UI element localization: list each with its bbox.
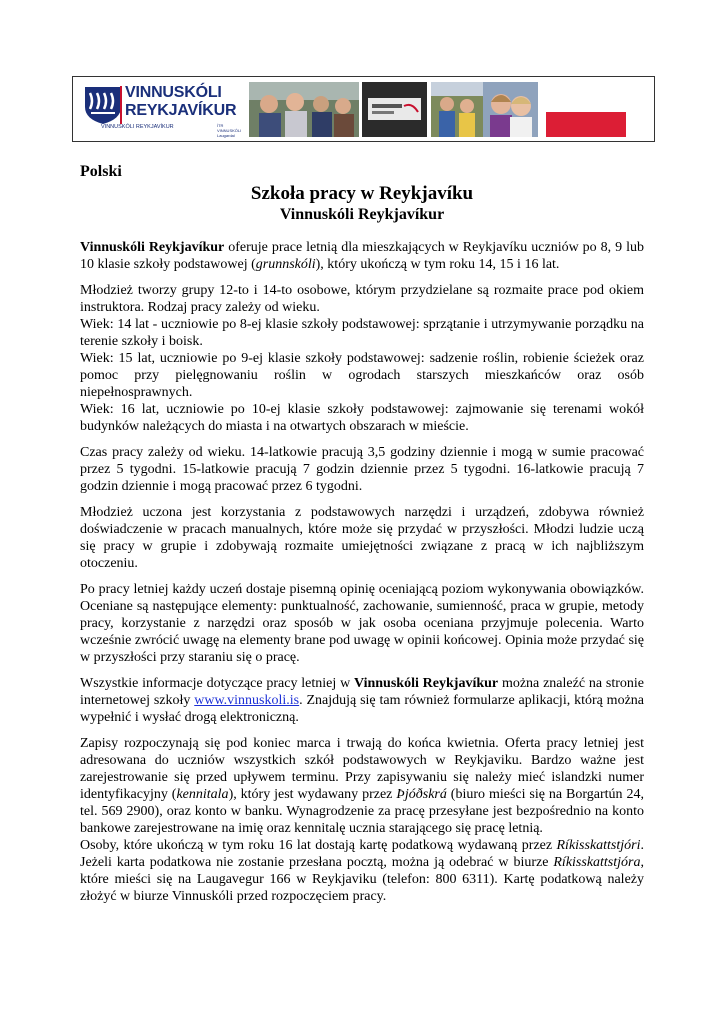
document-subtitle: Vinnuskóli Reykjavíkur — [279, 206, 445, 223]
school-logo — [79, 83, 245, 137]
paragraph-evaluation: Po pracy letniej każdy uczeń dostaje pisemną opinię oceniającą poziom wykonywania obowiązków. Oceniane są następujące elementy: punktualność, zachowanie, sumienność, praca w grupie, metody pracy, korzystanie z narzędzi oraz sposób w jak osoba oceniana przyjmuje polecenia. Warto wcześnie zwrócić uwagę na elementy brane pod uwagę w opinii końcowej. Opinia może przydać się w przyszłości przy staraniu się o pracę. — [80, 582, 644, 665]
paragraph-info: Wszystkie informacje dotyczące pracy letniej w Vinnuskóli Reykjavíkur można znaleźć na stronie internetowej szkoły www.vinnuskoli.is. Znajdują się tam również formularze aplikacji, którą można wypełnić i wysłać drogą elektroniczną. — [80, 676, 644, 725]
language-label: Polski — [80, 163, 122, 180]
website-link[interactable]: www.vinnuskoli.is — [194, 693, 300, 708]
document-body — [80, 239, 644, 905]
logo-line-1: VINNUSKÓLI — [125, 84, 222, 101]
paragraph-groups: Młodzież tworzy grupy 12-to i 14-to osobowe, którym przydzielane są rozmaite prace pod okiem instruktora. Rodzaj pracy zależy od wieku. Wiek: 14 lat - uczniowie po 8-ej klasie szkoły podstawowej: sprzątanie i utrzymywanie porządku na terenie szkoły i boisk. Wiek: 15 lat, uczniowie po 9-ej klasie szkoły podstawowej: sadzenie roślin, robienie ścieżek oraz pomoc przy pielęgnowaniu roślin w ogrodach starszych mieszkańców oraz osób niepełnosprawnych. Wiek: 16 lat, uczniowie po 10-ej klasie szkoły podstawowej: zajmowanie się terenami wokół budynków należących do miasta i na otwartych obszarach w mieście. — [80, 283, 644, 434]
paragraph-registration: Zapisy rozpoczynają się pod koniec marca i trwają do końca kwietnia. Oferta pracy letniej jest adresowana do uczniów wszystkich szkół podstawowych w Reykjaviku. Bardzo ważne jest zarejestrowanie się przed upływem terminu. Przy zapisywaniu się należy mieć islandzki numer identyfikacyjny (kennitala), który jest wydawany przez Þjóðskrá (biuro mieści się na Borgartún 24, tel. 569 2900), oraz konto w banku. Wynagrodzenie za pracę przesyłane jest bezpośrednio na konto bankowe zarejestrowane na imię oraz kennitalę ucznia starającego się pracę letnią. — [80, 736, 644, 836]
document-title: Szkoła pracy w Reykjavíku — [250, 183, 474, 204]
logo-line-2: REYKJAVÍKUR — [125, 102, 237, 119]
paragraph-intro: Vinnuskóli Reykjavíkur oferuje prace letnią dla mieszkających w Reykjavíku uczniów po 8, 9 lub 10 klasie szkoły podstawowej (grunnskóli), który ukończą w tym roku 14, 15 i 16 lat. — [80, 240, 644, 272]
logo-tagline: ÍTR VINNUSKÓLI Laugardal — [217, 123, 242, 138]
polish-flag — [546, 87, 626, 137]
flag-red-stripe — [546, 112, 626, 137]
paragraph-tax-card: Osoby, które ukończą w tym roku 16 lat dostają kartę podatkową wydawaną przez Ríkisskattstjóri. Jeżeli karta podatkowa nie zostanie przesłana pocztą, można ją odebrać w biurze Ríkisskattstjóra, które mieści się na Laugavegur 166 w Reykjaviku (telefon: 800 6311). Kartę podatkową należy złożyć w biurze Vinnuskóli przed rozpoczęciem pracy. — [80, 838, 644, 904]
school-name-bold: Vinnuskóli Reykjavíkur — [80, 240, 225, 255]
photo-students-group — [249, 82, 359, 137]
flag-white-stripe — [546, 87, 626, 112]
paragraph-skills: Młodzież uczona jest korzystania z podstawowych narzędzi i urządzeń, zdobywa również doświadczenie w pracach manualnych, które może się przydać w przyszłości. Młodzi ludzie uczą się pracy w grupie i zdobywają rozmaite umiejętności związane z pracą w ich najbliższym otoczeniu. — [80, 505, 644, 571]
photo-girls-smiling — [483, 82, 538, 137]
photo-sign — [362, 82, 427, 137]
header-banner — [72, 76, 655, 142]
photo-kids-outdoor — [431, 82, 483, 137]
logo-subtext: VINNUSKÓLI REYKJAVÍKUR — [101, 124, 174, 130]
paragraph-work-time: Czas pracy zależy od wieku. 14-latkowie pracują 3,5 godziny dziennie i mogą w sumie pracować przez 5 tygodni. 15-latkowie pracują 7 godzin dziennie przez 5 tygodni. 16-latkowie pracują 7 godzin dziennie i mogą pracować przez 6 tygodni. — [80, 445, 644, 494]
